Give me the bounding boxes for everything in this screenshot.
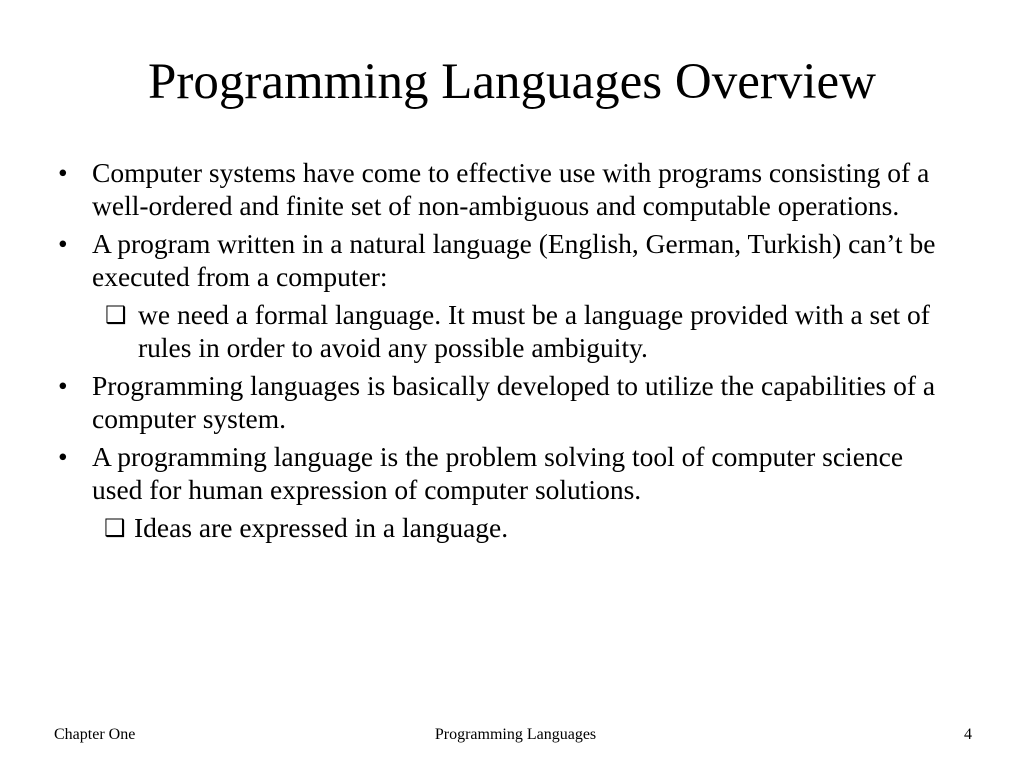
slide-title: Programming Languages Overview [148, 54, 876, 110]
footer-page-number: 4 [964, 726, 972, 743]
bullet-marker: • [58, 228, 68, 259]
checkbox-bullet-icon: ❑ [104, 514, 126, 542]
checkbox-bullet-icon: ❑ [105, 301, 127, 329]
sub-bullet-item [0, 299, 960, 364]
bullet-text: A programming language is the problem solving tool of computer science used for human expression of computer solutions. [92, 441, 904, 505]
bullet-marker: • [58, 441, 68, 472]
bullet-text: A program written in a natural language (English, German, Turkish) can’t be executed from a computer: [92, 228, 936, 292]
bullet-item [0, 370, 960, 435]
bullet-list [0, 157, 1024, 551]
footer-chapter: Chapter One [54, 726, 136, 743]
bullet-item [0, 157, 960, 222]
footer-title: Programming Languages [434, 726, 597, 743]
bullet-item [0, 441, 960, 506]
bullet-text: Computer systems have come to effective use with programs consisting of a well-ordered and finite set of non-ambiguous and computable operations. [92, 157, 930, 221]
sub-bullet-text: Ideas are expressed in a language. [134, 512, 509, 543]
sub-bullet-item [0, 512, 956, 545]
sub-bullet-text: we need a formal language. It must be a language provided with a set of rules in order to avoid any possible ambiguity. [138, 299, 930, 363]
bullet-marker: • [58, 157, 68, 188]
bullet-marker: • [58, 370, 68, 401]
bullet-item [0, 228, 960, 293]
bullet-text: Programming languages is basically developed to utilize the capabilities of a computer system. [92, 370, 936, 434]
